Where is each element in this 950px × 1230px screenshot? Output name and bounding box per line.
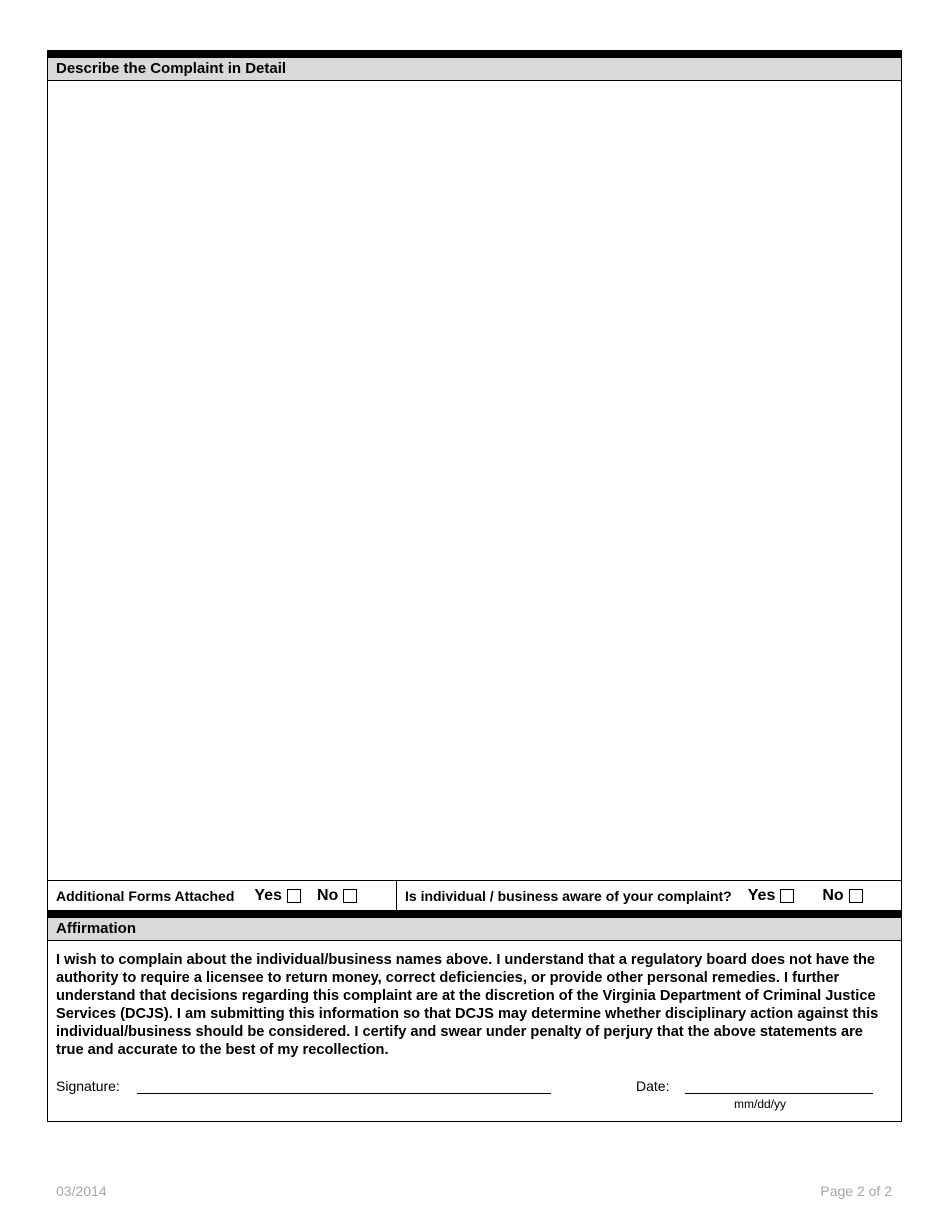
affirmation-text: I wish to complain about the individual/business names above. I understand that a regulatory board does not have the authority to require a licensee to return money, correct deficiencies, or provide other personal remedies. I further understand that decisions regarding this complaint are at the discretion of the Virginia Department of Criminal Justice Services (DCJS). I am submitting this information so that DCJS may determine whether disciplinary action against this individual/business should be considered. I certify and swear under penalty of perjury that the above statements are true and accurate to the best of my recollection. [56, 952, 879, 1058]
additional-forms-yes-checkbox[interactable] [287, 889, 301, 903]
top-rule [48, 50, 901, 58]
revision-date: 03/2014 [56, 1183, 107, 1199]
additional-forms-no-checkbox[interactable] [343, 889, 357, 903]
affirmation-rule [48, 910, 901, 918]
aware-yes-checkbox[interactable] [780, 889, 794, 903]
affirmation-header: Affirmation [48, 918, 901, 941]
aware-yes [748, 887, 795, 905]
signature-row [48, 1078, 901, 1121]
aware-no [822, 887, 862, 905]
additional-forms-yes-label: Yes [254, 886, 282, 904]
aware-no-label: No [822, 886, 844, 904]
page-number: Page 2 of 2 [820, 1183, 892, 1199]
signature-input[interactable] [137, 1093, 551, 1094]
additional-forms-no [317, 887, 357, 905]
additional-forms-cell [48, 881, 397, 910]
signature-label: Signature: [56, 1078, 120, 1094]
additional-forms-no-label: No [316, 886, 339, 904]
aware-yes-label: Yes [747, 886, 776, 904]
aware-no-checkbox[interactable] [849, 889, 863, 903]
complaint-detail-input[interactable] [48, 81, 901, 880]
options-row [48, 880, 901, 910]
additional-forms-yes [254, 887, 301, 905]
date-format-hint: mm/dd/yy [734, 1097, 787, 1111]
date-input[interactable] [685, 1093, 873, 1094]
additional-forms-label: Additional Forms Attached [56, 887, 235, 904]
complaint-form [47, 50, 902, 1122]
aware-cell [397, 881, 901, 910]
date-label: Date: [636, 1078, 670, 1094]
complaint-detail-header: Describe the Complaint in Detail [48, 58, 901, 81]
aware-label: Is individual / business aware of your complaint? [405, 887, 732, 904]
